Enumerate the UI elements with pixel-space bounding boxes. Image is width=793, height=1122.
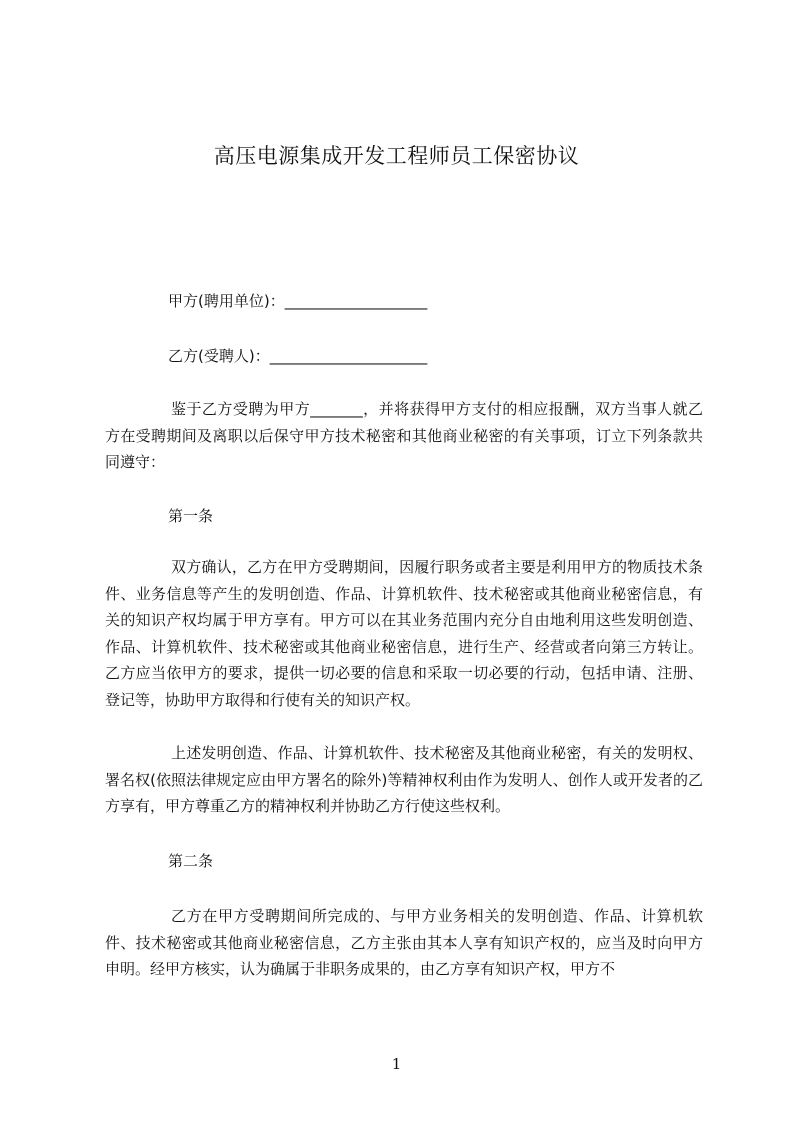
article-1-paragraph-1: 双方确认，乙方在甲方受聘期间，因履行职务或者主要是利用甲方的物质技术条件、业务信息等产生的发明创造、作品、计算机软件、技术秘密或其他商业秘密信息，有关的知识产权均属于甲方享有。甲方可以在其业务范围内充分自由地利用这些发明创造、作品、计算机软件、技术秘密或其他商业秘密信息，进行生产、经营或者向第三方转让。乙方应当依甲方的要求，提供一切必要的信息和采取一切必要的行动，包括申请、注册、登记等，协助甲方取得和行使有关的知识产权。	[105, 558, 703, 709]
document-title: 高压电源集成开发工程师员工保密协议	[213, 144, 580, 168]
article-1-paragraph-2: 上述发明创造、作品、计算机软件、技术秘密及其他商业秘密，有关的发明权、署名权(依照法律规定应由甲方署名的除外)等精神权利由作为发明人、创作人或开发者的乙方享有，甲方尊重乙方的精神权利并协助乙方行使这些权利。	[105, 744, 703, 815]
page-number: 1	[391, 1055, 402, 1073]
party-a-line: 甲方(聘用单位)：___________________	[168, 292, 428, 310]
article-1-heading: 第一条	[168, 507, 214, 525]
party-b-line: 乙方(受聘人)：_____________________	[168, 347, 428, 365]
article-2-heading: 第二条	[168, 852, 214, 870]
intro-paragraph: 鉴于乙方受聘为甲方_______，并将获得甲方支付的相应报酬，双方当事人就乙方在受聘期间及离职以后保守甲方技术秘密和其他商业秘密的有关事项，订立下列条款共同遵守：	[105, 400, 703, 471]
article-2-paragraph-1: 乙方在甲方受聘期间所完成的、与甲方业务相关的发明创造、作品、计算机软件、技术秘密或其他商业秘密信息，乙方主张由其本人享有知识产权的，应当及时向甲方申明。经甲方核实，认为确属于非职务成果的，由乙方享有知识产权，甲方不	[105, 907, 703, 978]
